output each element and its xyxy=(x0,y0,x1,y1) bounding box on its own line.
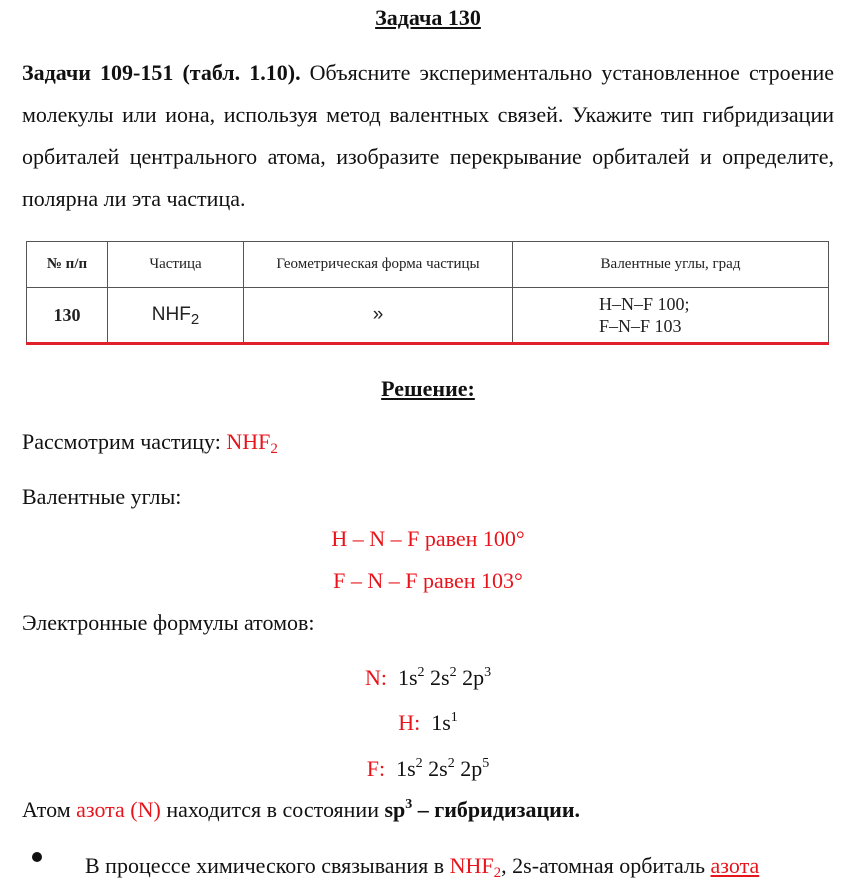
consider-label: Рассмотрим частицу: xyxy=(22,429,227,454)
task-text: Объясните экспериментально установленное строение молекулы или иона, используя метод валентных связей. Укажите тип гибридизации орбиталей центрального атома, изобразите перекрывание орбиталей и определите, полярна ли эта частица. xyxy=(22,60,835,211)
header-angles: Валентные углы, град xyxy=(513,242,829,288)
hybrid-mid: находится в состоянии xyxy=(160,797,385,822)
hybrid-pre: Атом xyxy=(22,797,77,822)
hybrid-post: – гибридизации. xyxy=(412,797,581,822)
formula-f xyxy=(22,755,834,783)
formula-f-2p-exp: 5 xyxy=(482,756,490,771)
formula-n-1s-exp: 2 xyxy=(417,665,425,680)
bullet-text xyxy=(85,852,759,880)
bullet-atom: азота xyxy=(710,853,760,878)
cell-num: 130 xyxy=(27,288,108,344)
hybrid-type xyxy=(384,797,580,822)
hybrid-sp-exp: 3 xyxy=(405,797,413,812)
bullet-dot xyxy=(32,852,42,862)
formula-n-1s: 1s xyxy=(397,665,418,690)
solution-heading: Решение: xyxy=(381,376,475,401)
particle-subscript: 2 xyxy=(190,311,200,328)
cell-angles xyxy=(513,288,829,344)
angle-hnf-line: H – N – F равен 100° xyxy=(331,526,525,551)
bullet-formula xyxy=(449,853,502,881)
formulas-label: Электронные формулы атомов: xyxy=(22,610,315,635)
formula-f-2s-exp: 2 xyxy=(447,756,455,771)
hybrid-sp: sp xyxy=(384,797,406,822)
formula-n-label: N: xyxy=(364,665,387,690)
formula-f-label: F: xyxy=(366,756,386,781)
bullet-mid: , 2s-атомная орбиталь xyxy=(501,853,711,878)
formula-n-2s-exp: 2 xyxy=(449,665,457,680)
hybridization-line xyxy=(22,796,580,824)
angles-label: Валентные углы: xyxy=(22,484,182,509)
cell-shape: » xyxy=(244,288,513,344)
consider-line xyxy=(22,428,278,456)
hybrid-atom: азота (N) xyxy=(76,797,161,822)
bullet-formula-base: NHF xyxy=(449,853,494,878)
particle-formula: NHF xyxy=(151,304,191,325)
angle-hnf: H–N–F 100; xyxy=(599,294,690,314)
consider-formula-sub: 2 xyxy=(270,441,278,457)
header-particle: Частица xyxy=(108,242,244,288)
formula-f-1s-exp: 2 xyxy=(415,756,423,771)
task-table xyxy=(26,241,829,345)
consider-formula xyxy=(226,429,278,457)
bullet-formula-sub: 2 xyxy=(493,865,502,881)
formula-h-1s-exp: 1 xyxy=(450,710,458,725)
task-reference: Задачи 109-151 (табл. 1.10). xyxy=(22,60,301,85)
formula-f-2p: 2p xyxy=(460,756,483,781)
formula-n-2p-exp: 3 xyxy=(484,665,492,680)
header-shape: Геометрическая форма частицы xyxy=(244,242,513,288)
formula-n-2s: 2s xyxy=(430,665,450,690)
formula-f-1s: 1s xyxy=(396,756,416,781)
table-row xyxy=(27,288,829,344)
formula-f-2s: 2s xyxy=(428,756,448,781)
formula-n-2p: 2p xyxy=(462,665,485,690)
formula-h-label: H: xyxy=(398,710,421,735)
consider-formula-base: NHF xyxy=(226,429,271,454)
task-description xyxy=(22,52,834,220)
task-title: Задача 130 xyxy=(375,5,481,30)
formula-h-1s: 1s xyxy=(431,710,451,735)
formula-h xyxy=(22,709,834,737)
bullet-pre: В процессе химического связывания в xyxy=(85,853,450,878)
formula-n xyxy=(22,664,834,692)
header-num: № п/п xyxy=(27,242,108,288)
angle-fnf-line: F – N – F равен 103° xyxy=(333,568,523,593)
cell-particle xyxy=(108,288,244,344)
angle-fnf: F–N–F 103 xyxy=(599,316,682,336)
table-header-row xyxy=(27,242,829,288)
